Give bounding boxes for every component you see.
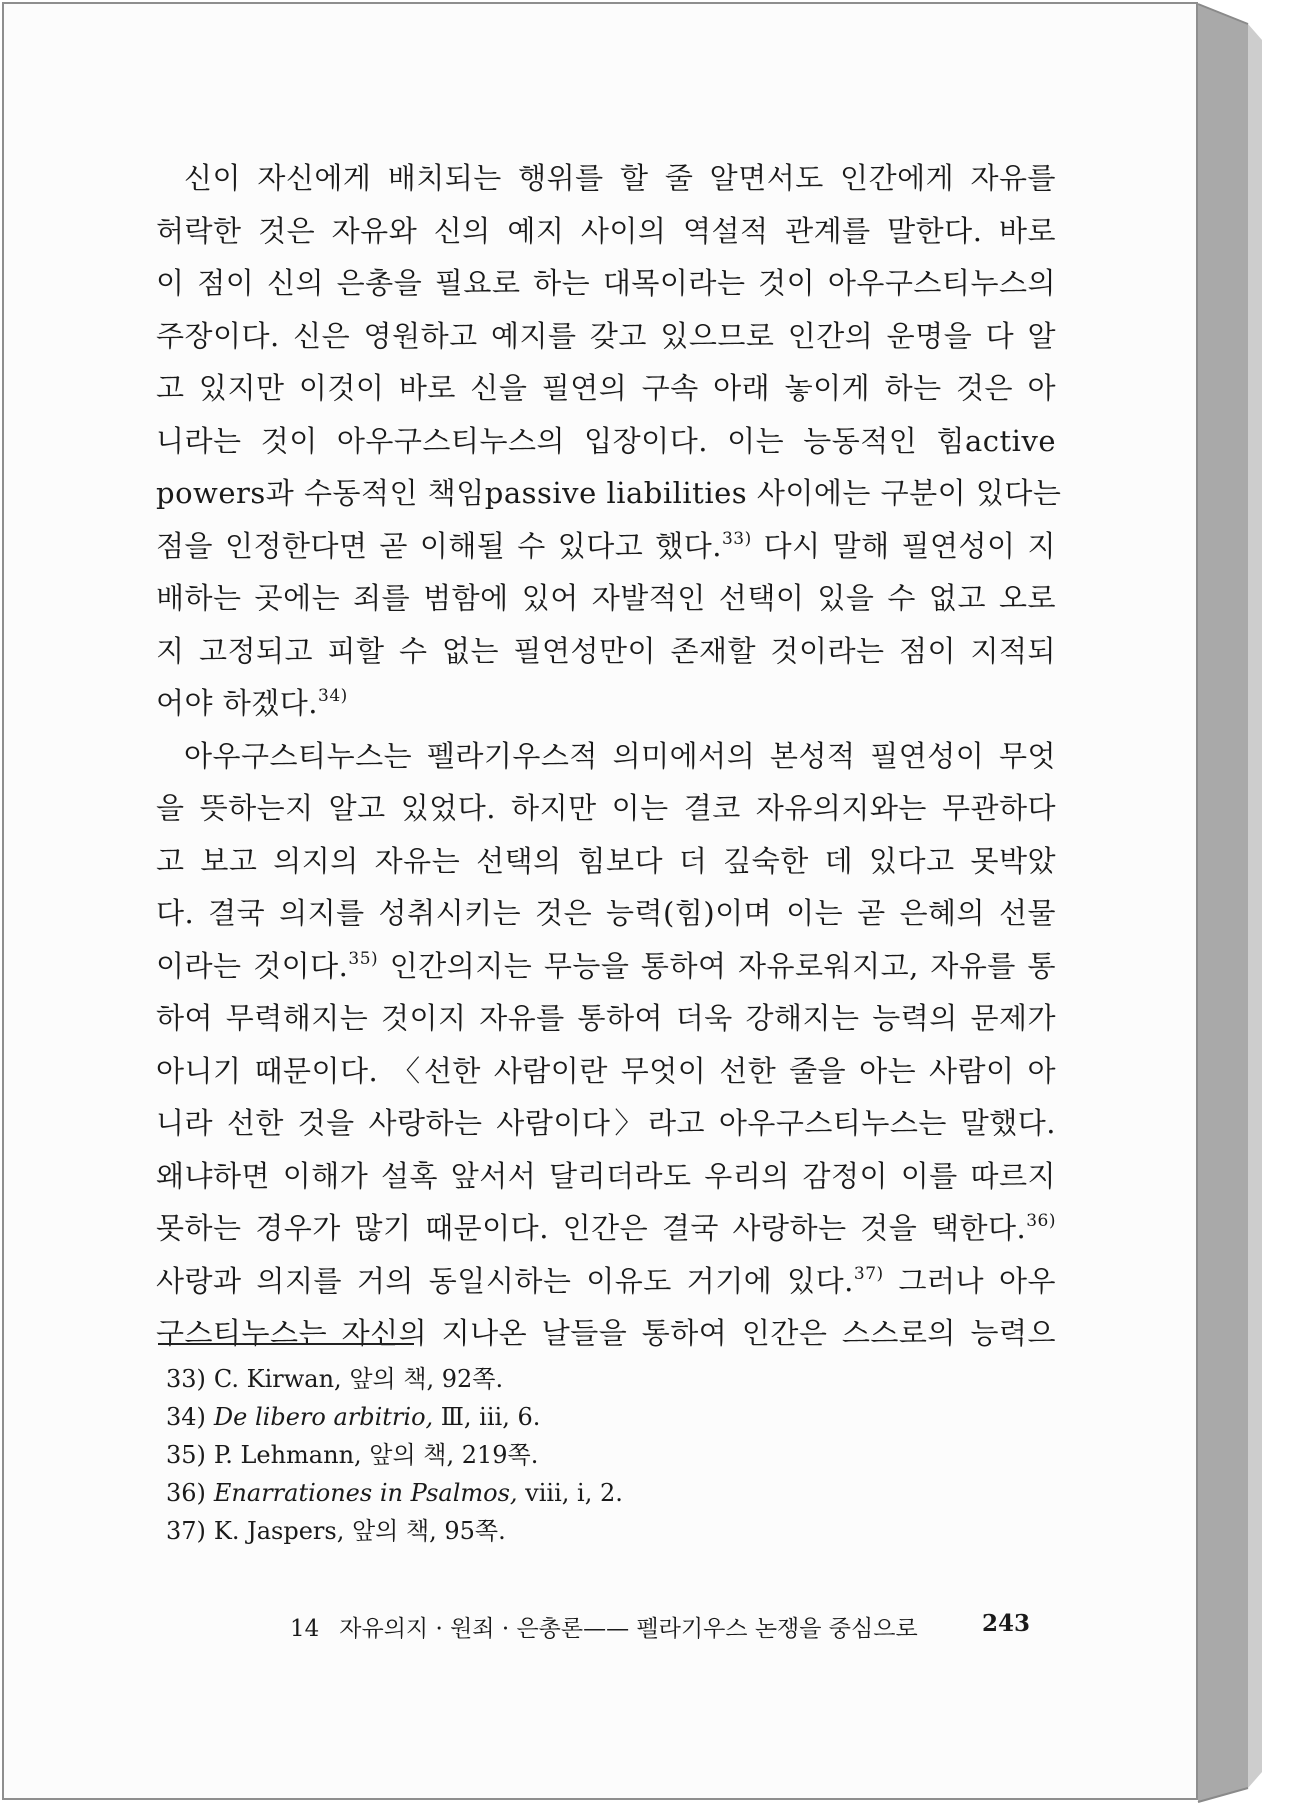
line-text: 하여 무력해지는 것이지 자유를 통하여 더욱 강해지는 능력의 문제가 bbox=[156, 1001, 1056, 1035]
text-line bbox=[156, 940, 1056, 993]
text-line bbox=[156, 887, 1056, 940]
footnote-ref[interactable]: 36) bbox=[1026, 1211, 1056, 1231]
text-line bbox=[156, 835, 1056, 888]
text-line bbox=[156, 205, 1056, 258]
body-text bbox=[156, 152, 1062, 1360]
text-line bbox=[156, 572, 1056, 625]
line-text: 주장이다. 신은 영원하고 예지를 갖고 있으므로 인간의 운명을 다 알 bbox=[156, 318, 1056, 353]
line-text: 니라 선한 것을 사랑하는 사람이다〉라고 아우구스티누스는 말했다. bbox=[156, 1106, 1056, 1140]
footnote-work-title: Enarrationes in Psalmos, bbox=[213, 1479, 518, 1507]
footnote-ref[interactable]: 33) bbox=[721, 528, 752, 549]
running-title: 자유의지 · 원죄 · 은총론—— 펠라기우스 논쟁을 중심으로 bbox=[339, 1616, 918, 1642]
text-line bbox=[156, 625, 1056, 678]
text-line bbox=[156, 1045, 1056, 1098]
page-number: 243 bbox=[981, 1610, 1030, 1637]
text-line bbox=[156, 520, 1056, 573]
footnote bbox=[166, 1474, 966, 1512]
line-text: 이 점이 신의 은총을 필요로 하는 대목이라는 것이 아우구스티누스의 bbox=[156, 266, 1056, 300]
footnote bbox=[166, 1360, 966, 1398]
line-text: 점을 인정한다면 곧 이해될 수 있다고 했다. bbox=[156, 528, 722, 563]
line-text-continued: 다시 말해 필연성이 지 bbox=[751, 528, 1056, 563]
line-text: 구스티누스는 자신의 지나온 날들을 통하여 인간은 스스로의 능력으 bbox=[156, 1316, 1056, 1350]
footnote-number: 37) bbox=[166, 1517, 206, 1545]
line-text: 이라는 것이다. bbox=[156, 948, 349, 983]
line-text: 허락한 것은 자유와 신의 예지 사이의 역설적 관계를 말한다. 바로 bbox=[156, 213, 1056, 248]
text-line bbox=[156, 677, 1056, 730]
footnote-ref[interactable]: 34) bbox=[318, 686, 348, 706]
line-text: powers과 수동적인 책임passive liabilities 사이에는 구분이 있다는 bbox=[156, 476, 1062, 510]
line-text: 다. 결국 의지를 성취시키는 것은 능력(힘)이며 이는 곧 은혜의 선물 bbox=[156, 896, 1056, 930]
text-line bbox=[156, 782, 1056, 835]
line-text: 고 있지만 이것이 바로 신을 필연의 구속 아래 놓이게 하는 것은 아 bbox=[156, 371, 1056, 405]
footnote-number: 34) bbox=[166, 1403, 206, 1431]
footnote-number: 35) bbox=[166, 1441, 206, 1469]
footnote-locator: viii, ⅰ, 2. bbox=[517, 1479, 623, 1507]
text-line bbox=[156, 1307, 1056, 1360]
line-text: 어야 하겠다. bbox=[156, 686, 319, 720]
line-text: 아우구스티누스는 펠라기우스적 의미에서의 본성적 필연성이 무엇 bbox=[184, 738, 1056, 773]
footnote-work-title: De libero arbitrio, bbox=[213, 1403, 434, 1431]
text-line bbox=[156, 730, 1056, 783]
line-text: 사랑과 의지를 거의 동일시하는 이유도 거기에 있다. bbox=[156, 1263, 854, 1298]
text-line bbox=[156, 1097, 1056, 1150]
text-line bbox=[156, 1202, 1056, 1255]
text-line bbox=[156, 992, 1056, 1045]
footnote-text: K. Jaspers, 앞의 책, 95쪽. bbox=[213, 1517, 506, 1545]
chapter-number: 14 bbox=[290, 1616, 320, 1642]
line-text: 배하는 곳에는 죄를 범함에 있어 자발적인 선택이 있을 수 없고 오로 bbox=[156, 581, 1056, 615]
line-text-continued: 그러나 아우 bbox=[883, 1263, 1056, 1298]
line-text: 아니기 때문이다. 〈선한 사람이란 무엇이 선한 줄을 아는 사람이 아 bbox=[156, 1053, 1056, 1088]
text-line bbox=[156, 257, 1056, 310]
text-line bbox=[156, 467, 1062, 520]
text-line bbox=[156, 310, 1056, 363]
line-text: 고 보고 의지의 자유는 선택의 힘보다 더 깊숙한 데 있다고 못박았 bbox=[156, 843, 1056, 878]
line-text-continued: 인간의지는 무능을 통하여 자유로워지고, 자유를 통 bbox=[378, 948, 1056, 983]
footnote-ref[interactable]: 37) bbox=[853, 1263, 884, 1284]
footnote-rule bbox=[158, 1343, 414, 1345]
line-text: 니라는 것이 아우구스티누스의 입장이다. 이는 능동적인 힘active bbox=[156, 423, 1056, 458]
line-text: 지 고정되고 피할 수 없는 필연성만이 존재할 것이라는 점이 지적되 bbox=[156, 633, 1056, 668]
line-text: 왜냐하면 이해가 설혹 앞서서 달리더라도 우리의 감정이 이를 따르지 bbox=[156, 1158, 1056, 1193]
running-footer bbox=[290, 1610, 1030, 1643]
footnote bbox=[166, 1436, 966, 1474]
footnotes bbox=[166, 1360, 966, 1550]
text-line bbox=[156, 415, 1056, 468]
footnote bbox=[166, 1512, 966, 1550]
line-text: 못하는 경우가 많기 때문이다. 인간은 결국 사랑하는 것을 택한다. bbox=[156, 1211, 1027, 1245]
footnote-ref[interactable]: 35) bbox=[348, 948, 379, 969]
footnote-number: 36) bbox=[166, 1479, 206, 1507]
text-line bbox=[156, 152, 1056, 205]
text-line bbox=[156, 1150, 1056, 1203]
footnote-text: P. Lehmann, 앞의 책, 219쪽. bbox=[213, 1441, 539, 1469]
footnote bbox=[166, 1398, 966, 1436]
line-text: 을 뜻하는지 알고 있었다. 하지만 이는 결코 자유의지와는 무관하다 bbox=[156, 791, 1056, 825]
footnote-number: 33) bbox=[166, 1365, 206, 1393]
text-line bbox=[156, 1255, 1056, 1308]
line-text: 신이 자신에게 배치되는 행위를 할 줄 알면서도 인간에게 자유를 bbox=[184, 161, 1056, 195]
footnote-text: C. Kirwan, 앞의 책, 92쪽. bbox=[213, 1365, 504, 1393]
text-line bbox=[156, 362, 1056, 415]
footnote-locator: Ⅲ, iii, 6. bbox=[433, 1403, 541, 1431]
